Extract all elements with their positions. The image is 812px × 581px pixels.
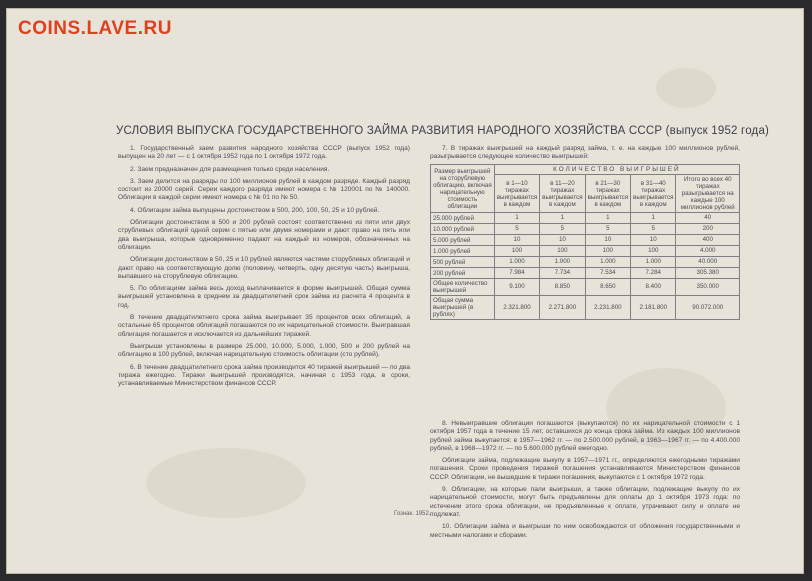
table-cell: 1.000	[631, 257, 676, 268]
table-row	[431, 246, 740, 257]
group-header: КОЛИЧЕСТВО ВЫИГРЫШЕЙ	[494, 165, 739, 175]
prize-size-label: 500 рублей	[431, 257, 495, 268]
table-cell: 1	[631, 213, 676, 224]
table-cell: 100	[585, 246, 630, 257]
table-cell: 100	[540, 246, 585, 257]
column-header: в 11—20 тиражах выигрывается в каждом	[540, 175, 585, 213]
table-cell: 1	[494, 213, 539, 224]
prize-size-label: 200 рублей	[431, 268, 495, 279]
table-cell: 8.850	[540, 279, 585, 296]
table-cell: 10	[494, 235, 539, 246]
paragraph-5: 5. По облигациям займа весь доход выплачивается в форме выигрышей. Общая сумма выигрышей установлена в среднем за двадцатилетний срок займа из расчета 4 процента в год.	[118, 285, 410, 309]
table-row	[431, 268, 740, 279]
table-cell: 4.000	[676, 246, 740, 257]
table-cell: 100	[631, 246, 676, 257]
column-header: Итого во всех 40 тиражах разыгрывается на каждые 100 миллионов рублей	[676, 175, 740, 213]
paragraph-5b: Выигрыши установлены в размере 25.000, 10.000, 5.000, 1.000, 500 и 200 рублей на облигацию в 100 рублей, включая нарицательную стоимость облигации (сто рублей).	[118, 342, 410, 359]
table-cell: 1.000	[494, 257, 539, 268]
table-cell: 5	[494, 224, 539, 235]
prize-size-label: 1.000 рублей	[431, 246, 495, 257]
prize-size-label: 10.000 рублей	[431, 224, 495, 235]
table-cell: 7.734	[540, 268, 585, 279]
table-cell: 10	[631, 235, 676, 246]
paragraph-4a: Облигации достоинством в 500 и 200 рублей состоят соответственно из пяти или двух струблевых облигаций одной серии с пятью или двумя номерами и дают право на пять или два выигрыша, которые одновременно падают на каждый из номеров, обозначенных на облигации.	[118, 219, 410, 251]
table-row	[431, 257, 740, 268]
document-title: УСЛОВИЯ ВЫПУСКА ГОСУДАРСТВЕННОГО ЗАЙМА РАЗВИТИЯ НАРОДНОГО ХОЗЯЙСТВА СССР (выпуск 1952 года)	[116, 125, 770, 137]
table-body	[431, 213, 740, 279]
table-cell: 2.321.800	[494, 296, 539, 320]
table-cell: 1	[585, 213, 630, 224]
total-count-label: Общее количество выигрышей	[431, 279, 495, 296]
table-cell: 1.000	[585, 257, 630, 268]
table-cell: 305.380	[676, 268, 740, 279]
table-cell: 1.000	[540, 257, 585, 268]
table-row	[431, 213, 740, 224]
prize-size-label: 5.000 рублей	[431, 235, 495, 246]
table-cell: 2.231.800	[585, 296, 630, 320]
paragraph-6: 6. В течение двадцатилетнего срока займа производится 40 тиражей выигрышей — по два тиража ежегодно. Тиражи выигрышей производятся, начиная с 1953 года, в сроки, устанавливаемые Министерством финансов СССР.	[118, 363, 410, 388]
table-cell: 90.072.000	[676, 296, 740, 320]
table-cell: 5	[540, 224, 585, 235]
column-header: в 21—30 тиражах выигрывается в каждом	[585, 175, 630, 213]
row-header: Размер выигрышей на сторублевую облигацию, включая нарицательную стоимость облигации	[431, 165, 495, 213]
table-cell: 100	[494, 246, 539, 257]
table-cell: 9.100	[494, 279, 539, 296]
table-cell: 7.284	[631, 268, 676, 279]
table-cell: 10	[540, 235, 585, 246]
table-row-total-count	[431, 279, 740, 296]
column-header: в 1—10 тиражах выигрывается в каждом	[494, 175, 539, 213]
table-cell: 10	[585, 235, 630, 246]
column-header: в 31—40 тиражах выигрывается в каждом	[631, 175, 676, 213]
paragraph-1: 1. Государственный заем развития народного хозяйства СССР (выпуск 1952 года) выпущен на 20 лет — с 1 октября 1952 года по 1 октября 1972 года.	[118, 145, 410, 161]
table-cell: 2.271.800	[540, 296, 585, 320]
watermark-text: COINS.LAVE.RU	[18, 18, 172, 39]
paragraph-5a: В течение двадцатилетнего срока займа выигрывает 35 процентов всех облигаций, а остальные 65 процентов облигаций погашаются по их нарицательной стоимости. Выигравшая облигация погашается и исключается из дальнейших тиражей.	[118, 314, 410, 338]
table-cell: 400	[676, 235, 740, 246]
table-cell: 40.000	[676, 257, 740, 268]
paragraph-7: 7. В тиражах выигрышей на каждый разряд займа, т. е. на каждые 100 миллионов рублей, разыгрывается следующее количество выигрышей:	[430, 145, 740, 161]
table-cell: 5	[631, 224, 676, 235]
table-row	[431, 235, 740, 246]
paragraph-4: 4. Облигации займа выпущены достоинством в 500, 200, 100, 50, 25 и 10 рублей.	[130, 206, 380, 214]
table-cell: 350.000	[676, 279, 740, 296]
paragraph-9: 9. Облигации, на которые пали выигрыши, а также облигации, подлежащие выкупу по их нарицательной стоимости, могут быть предъявлены для оплаты до 1 октября 1973 года: по истечении этого срока облигации, не предъявленные к оплате, утрачивают силу и оплате не подлежат.	[430, 486, 740, 518]
total-sum-label: Общая сумма выигрышей (в рублях)	[431, 296, 495, 320]
table-cell: 8.400	[631, 279, 676, 296]
table-row	[431, 224, 740, 235]
table-cell: 7.984	[494, 268, 539, 279]
winnings-table	[430, 164, 740, 320]
left-conditions-column	[118, 145, 410, 392]
paragraph-4b: Облигации достоинством в 50, 25 и 10 рублей являются частями сторублевых облигаций и дают право на соответствующую долю (половину, четверть, одну десятую часть) выигрыша, выпавшего на сторублевую облигацию.	[118, 256, 410, 280]
paragraph-3: 3. Заем делится на разряды по 100 миллионов рублей в каждом разряде. Каждый разряд состоит из 20000 серий. Серии каждого разряда имеют номера с № 120001 по № 140000. Облигации в каждой серии имеют номера с № 01 по № 50.	[118, 177, 410, 202]
bond-reverse-sheet	[6, 8, 804, 574]
table-cell: 40	[676, 213, 740, 224]
printer-imprint: Гознак. 1952.	[394, 511, 431, 517]
paragraph-10: 10. Облигации займа и выигрыши по ним освобождаются от обложения государственными и местными налогами и сборами.	[430, 523, 740, 539]
table-cell: 200	[676, 224, 740, 235]
table-cell: 1	[540, 213, 585, 224]
table-cell: 2.181.800	[631, 296, 676, 320]
table-row-total-sum	[431, 296, 740, 320]
paragraph-8a: Облигации займа, подлежащие выкупу в 1957—1971 гг., определяются ежегодными тиражами погашения. Сроки проведения тиражей погашения устанавливаются Министерством финансов СССР. Облигации, не вышедшие в тиражи погашения, выкупаются с 1 октября 1972 года.	[430, 457, 740, 481]
paragraph-8: 8. Невыигравшие облигации погашаются (выкупаются) по их нарицательной стоимости с 1 октября 1957 года в течение 15 лет, оставшихся до конца срока займа. Из каждых 100 миллионов рублей займа выкупается: в 1957—1962 гг. — по 2.500.000 рублей, в 1963—1967 гг. — по 4.400.000 рублей, в 1968—1972 гг. — по 5.600.000 рублей ежегодно.	[430, 420, 740, 452]
table-cell: 7.534	[585, 268, 630, 279]
table-cell: 8.650	[585, 279, 630, 296]
prize-size-label: 25.000 рублей	[431, 213, 495, 224]
paragraph-2: 2. Заем предназначен для размещения только среди населения.	[130, 165, 330, 173]
table-cell: 5	[585, 224, 630, 235]
right-conditions-column	[430, 420, 740, 544]
